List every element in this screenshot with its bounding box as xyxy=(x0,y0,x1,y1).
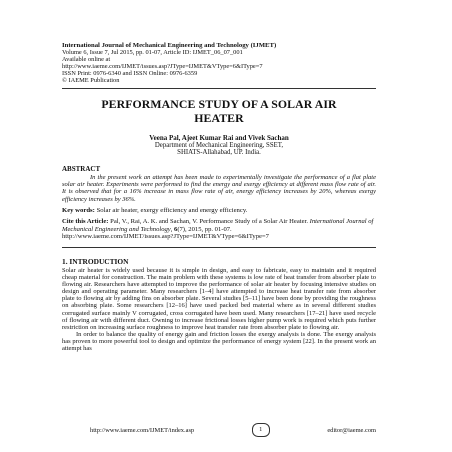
authors: Veena Pal, Ajeet Kumar Rai and Vivek Sachan xyxy=(149,133,289,142)
keywords-label: Key words: xyxy=(62,206,95,214)
footer-email[interactable]: editor@iaeme.com xyxy=(327,426,376,434)
cite-volume: 6 xyxy=(174,225,178,233)
issue-url[interactable]: http://www.iaeme.com/IJMET/issues.asp?JType=IJMET&VType=6&IType=7 xyxy=(62,63,263,71)
page-footer xyxy=(90,423,376,437)
cite-journal: International Journal of Mechanical Engineering and Technology xyxy=(62,218,374,233)
journal-header xyxy=(62,42,376,85)
cite-label: Cite this Article: xyxy=(62,218,109,226)
cite-issue-pages: (7), 2015, pp. 01-07. xyxy=(177,225,232,233)
paper-title xyxy=(62,97,376,125)
title-line-1: PERFORMANCE STUDY OF A SOLAR AIR xyxy=(101,96,337,111)
cite-url[interactable]: http://www.iaeme.com/IJMET/issues.asp?JType=IJMET&VType=6&IType=7 xyxy=(62,233,269,241)
journal-name: International Journal of Mechanical Engineering and Technology (IJMET) xyxy=(62,42,277,49)
page-number: 1 xyxy=(252,423,270,437)
intro-paragraph-2: In order to balance the quality of energy gain and friction losses the exergy analysis is done. The exergy analysis has proven to more powerful tool to design and optimize the performance of energy system [22]. In the present work an attempt has xyxy=(62,331,376,353)
available-online: Available online at xyxy=(62,56,111,64)
keywords xyxy=(62,207,376,215)
footer-url[interactable]: http://www.iaeme.com/IJMET/index.asp xyxy=(90,426,195,434)
header-rule xyxy=(62,88,376,89)
affiliation-line-1: Department of Mechanical Engineering, SSET, xyxy=(154,141,284,149)
abstract-heading: ABSTRACT xyxy=(62,164,101,173)
volume-info: Volume 6, Issue 7, Jul 2015, pp. 01-07, Article ID: IJMET_06_07_001 xyxy=(62,49,243,57)
affiliation-line-2: SHIATS-Allahabad, UP. India. xyxy=(177,149,261,157)
section-heading-introduction: 1. INTRODUCTION xyxy=(62,256,129,266)
issn-info: ISSN Print: 0976-6340 and ISSN Online: 0976-6359 xyxy=(62,70,198,78)
section-rule xyxy=(62,247,376,248)
introduction-body xyxy=(62,267,376,353)
intro-paragraph-1: Solar air heater is widely used because it is simple in design, and easy to fabricate, easy to maintain and it required cheap material for construction. The main problem with these systems is low rate of heat transfer from absorber plate to flowing air. Researchers have attempted to improve the performance of solar air heater by focusing intensive studies on design and operating parameter. Many researchers [1–4] have attempted to increase heat transfer rate from absorber plate to flowing air by adding fins on absorber plate. Several studies [5–11] have been done by providing the roughness on absorbing plate. Some researchers [12–16] have used packed bed material where as in several different studies corrugated surface mainly V corrugated, cross corrugated have been used. Many researchers [17–21] have used recycle of flowing air with different duct. Owning to increase frictional losses higher pump work is required which puts further restriction on increasing surface roughness to improve heat transfer rate from absorber plate to flowing air. xyxy=(62,266,376,331)
cite-authors: Pal, V., Rai, A. K. and Sachan, V. Performance Study of a Solar Air Heater. xyxy=(108,218,310,226)
affiliation xyxy=(62,142,376,157)
abstract-text: In the present work an attempt has been made to experimentally investigate the performance of a flat plate solar air heater. Experiments were performed to find the energy and exergy efficiency at different mass flow rate of air. It is observed that for a 16% increase in mass flow rate of air, energy efficiency increases by 20%, whereas exergy efficiency increases by 36%. xyxy=(62,173,376,203)
keywords-text: Solar air heater, exergy efficiency and energy efficiency. xyxy=(94,206,248,214)
cite-comma: , xyxy=(170,225,175,233)
title-line-2: HEATER xyxy=(194,110,244,125)
copyright: © IAEME Publication xyxy=(62,77,120,85)
citation xyxy=(62,218,376,240)
